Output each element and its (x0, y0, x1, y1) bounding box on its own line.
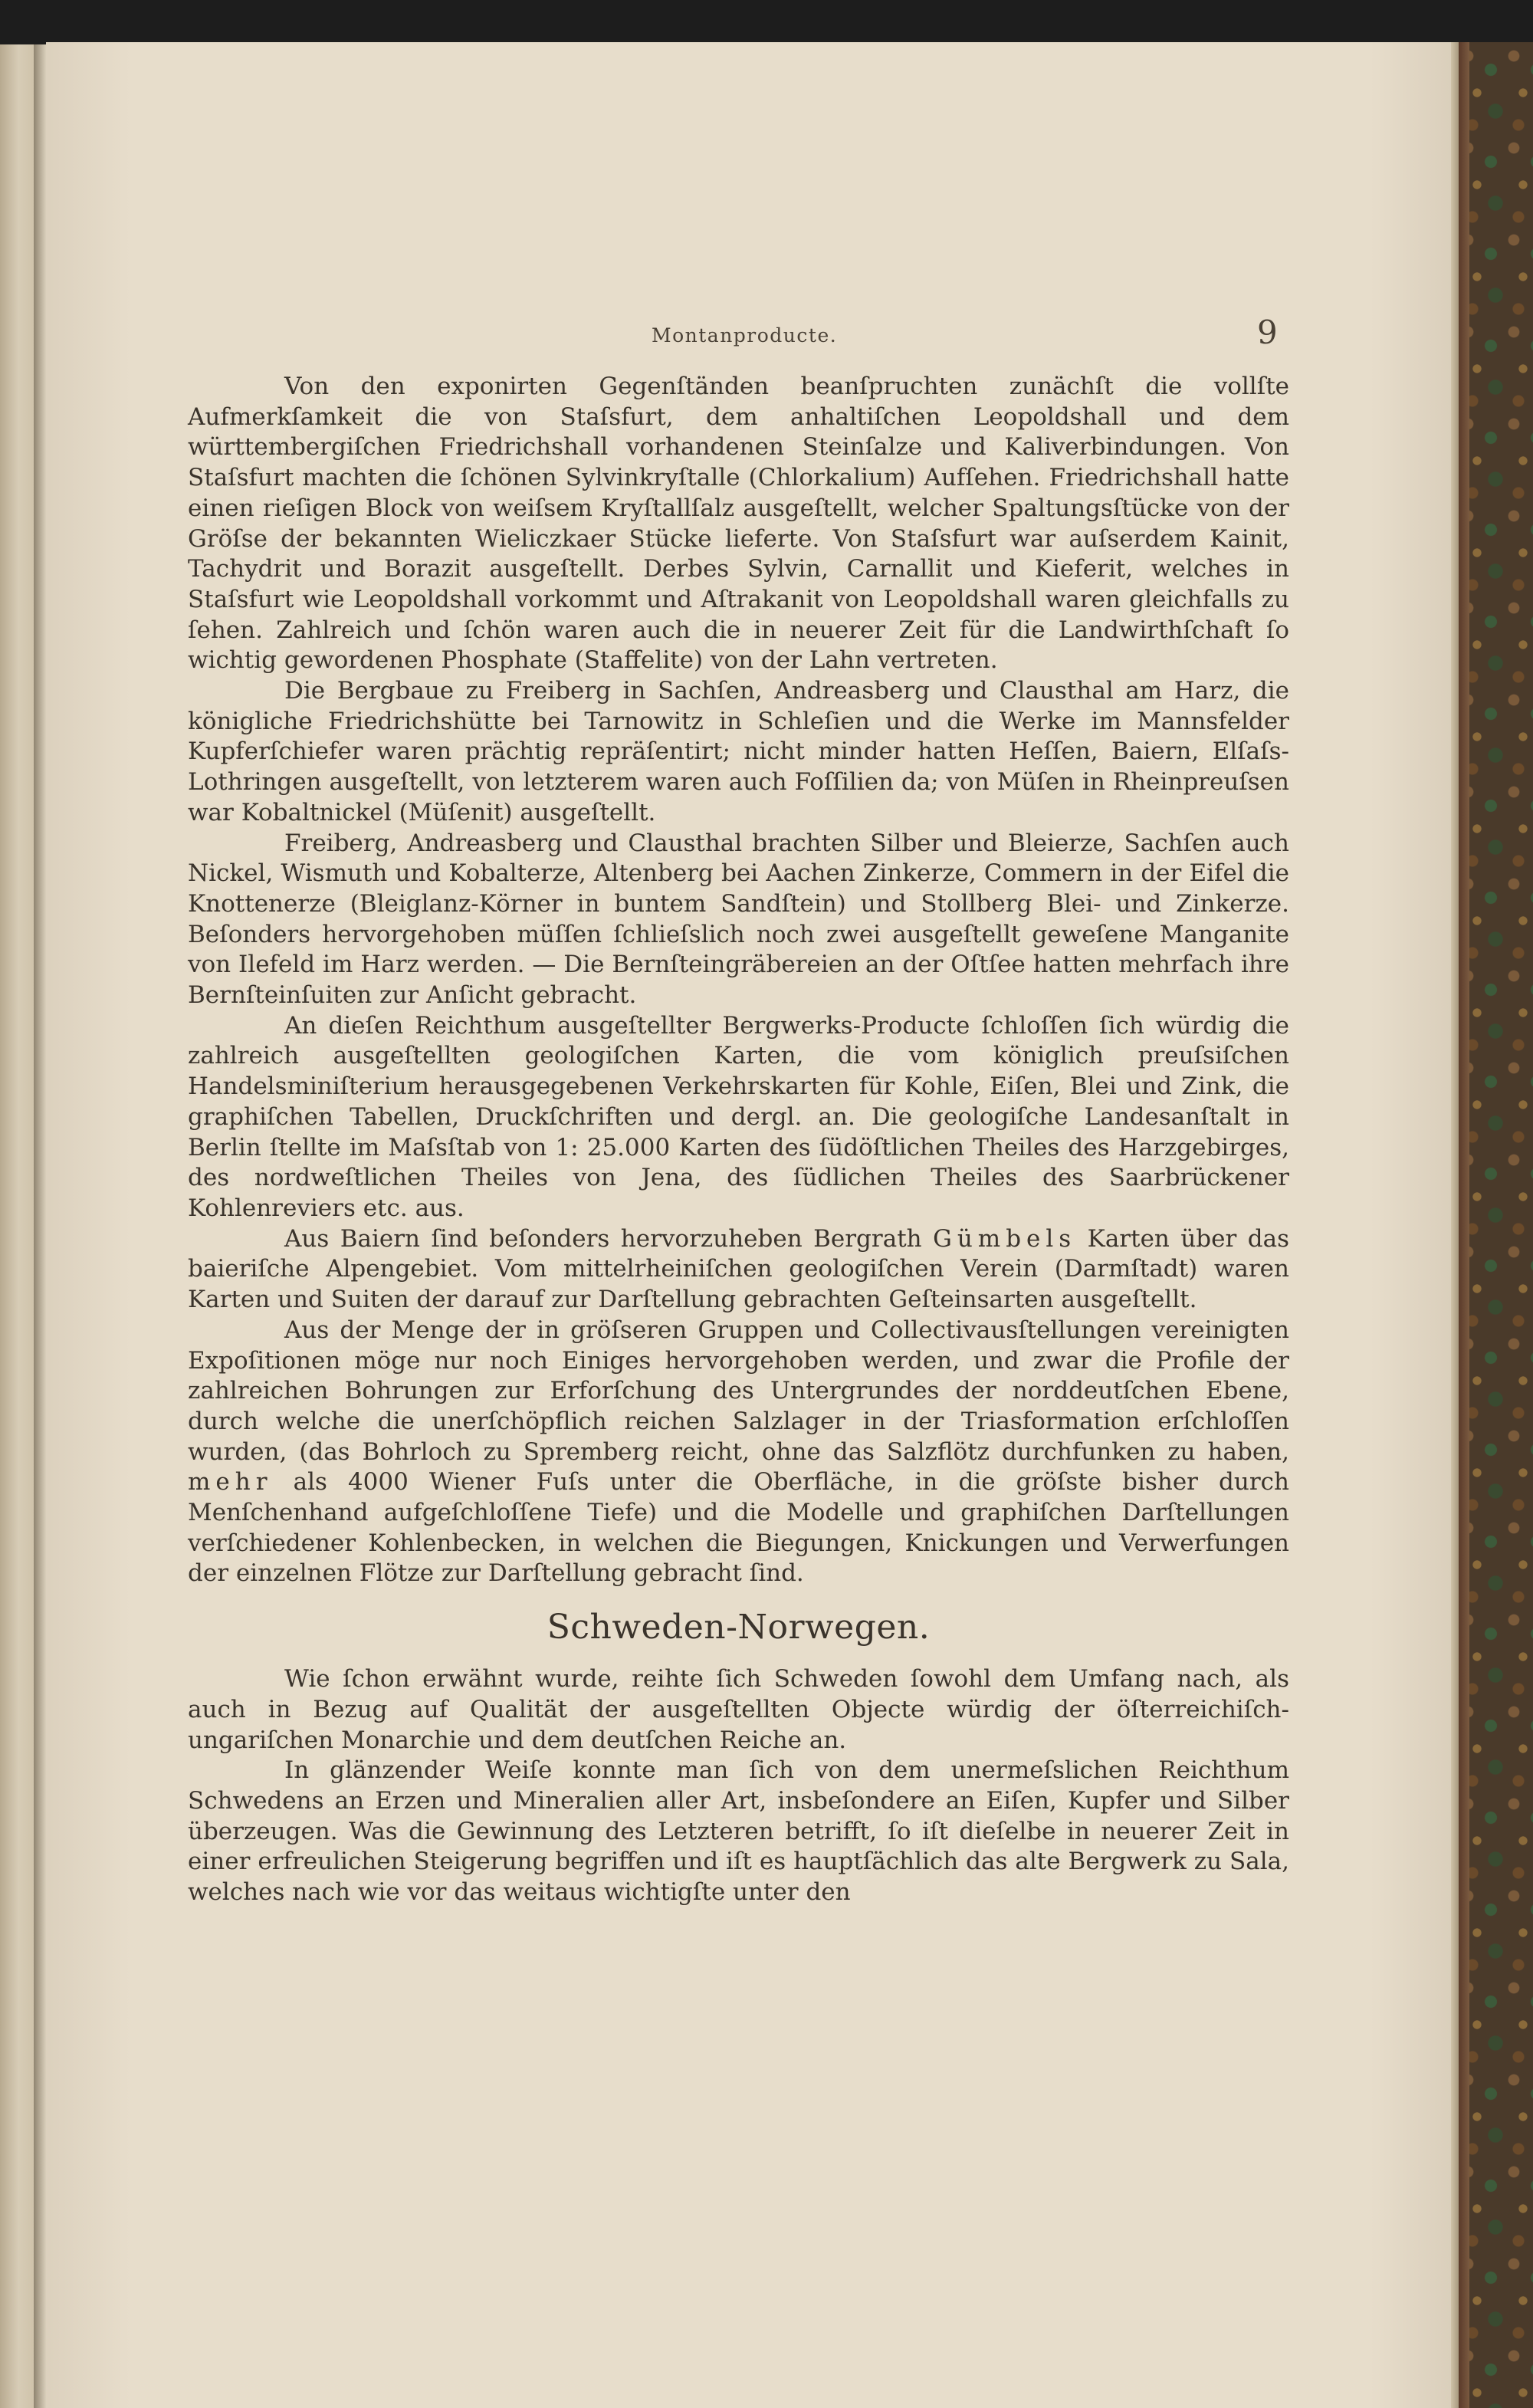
cover-leather-strip (1459, 42, 1469, 2408)
paragraph (188, 1316, 1289, 1589)
paragraph-text: Karten über das baieriſche Alpengebiet. Vom mittelrheiniſchen geologiſchen Verein (Darmſtadt) waren Karten und Suiten der darauf zur Darſtellung gebrachten Geſteinsarten ausgeſtellt. (188, 1224, 1289, 1314)
book-gutter (34, 44, 46, 2408)
paragraph: Freiberg, Andreasberg und Clausthal brachten Silber und Bleierze, Sachſen auch Nickel, Wismuth und Kobalterze, Altenberg bei Aachen Zinkerze, Commern in der Eifel die Knottenerze (Bleiglanz-Körner in buntem Sandſtein) und Stollberg Blei- und Zinkerze. Beſonders hervorgehoben müſſen ſchlieſslich noch zwei ausgeſtellt geweſene Manganite von Ilefeld im Harz werden. — Die Bernſteingräbereien an der Oſtſee hatten mehrfach ihre Bernſteinſuiten zur Anſicht gebracht. (188, 829, 1289, 1010)
paragraph-text: als 4000 Wiener Fuſs unter die Oberfläche, in die gröſste bisher durch Menſchenhand aufgeſchloſſene Tiefe) und die Modelle und graphiſchen Darſtellungen verſchiedener Kohlenbecken, in welchen die Biegungen, Knickungen und Verwerfungen der einzelnen Flötze zur Darſtellung gebracht ſind. (188, 1468, 1289, 1588)
paragraph (188, 1224, 1289, 1316)
marbled-cover (1459, 42, 1533, 2408)
facing-page-edge (0, 44, 34, 2408)
spaced-word: mehr (188, 1468, 273, 1496)
paragraph: Wie ſchon erwähnt wurde, reihte ſich Schweden ſowohl dem Umfang nach, als auch in Bezug auf Qualität der ausgeſtellten Objecte würdig der öſterreichiſch-ungariſchen Monarchie und dem deutſchen Reiche an. (188, 1665, 1289, 1754)
paragraph: Von den exponirten Gegenſtänden beanſpruchten zunächſt die vollſte Aufmerkſamkeit die von Staſsfurt, dem anhaltiſchen Leopoldshall und dem württembergiſchen Friedrichshall vorhandenen Steinſalze und Kaliverbindungen. Von Staſsfurt machten die ſchönen Sylvinkryſtalle (Chlorkalium) Aufſehen. Friedrichshall hatte einen rieſigen Block von weiſsem Kryſtallſalz ausgeſtellt, welcher Spaltungsſtücke von der Gröſse der bekannten Wieliczkaer Stücke lieferte. Von Staſsfurt war auſserdem Kainit, Tachydrit und Borazit ausgeſtellt. Derbes Sylvin, Carnallit und Kieferit, welches in Staſsfurt wie Leopoldshall vorkommt und Aſtrakanit von Leopoldshall waren gleichfalls zu ſehen. Zahlreich und ſchön waren auch die in neuerer Zeit für die Landwirthſchaft ſo wichtig gewordenen Phosphate (Staffelite) von der Lahn vertreten. (188, 373, 1289, 675)
page-fore-edge (1451, 42, 1459, 2408)
paragraph-text: Aus Baiern ſind beſonders hervorzuheben Bergrath (284, 1224, 934, 1253)
spaced-name: Gümbels (933, 1224, 1077, 1253)
paragraph: An dieſen Reichthum ausgeſtellter Bergwerks-Producte ſchloſſen ſich würdig die zahlreich ausgeſtellten geologiſchen Karten, die vom königlich preuſsiſchen Handelsminiſterium herausgegebenen Verkehrskarten für Kohle, Eiſen, Blei und Zink, die graphiſchen Tabellen, Druckſchriften und dergl. an. Die geologiſche Landesanſtalt in Berlin ſtellte im Maſsſtab von 1: 25.000 Karten des ſüdöſtlichen Theiles des Harzgebirges, des nordweſtlichen Theiles von Jena, des ſüdlichen Theiles des Saarbrückener Kohlenreviers etc. aus. (188, 1011, 1289, 1222)
paragraph: Die Bergbaue zu Freiberg in Sachſen, Andreasberg und Clausthal am Harz, die königliche Friedrichshütte bei Tarnowitz in Schleſien und die Werke im Mannsfelder Kupferſchiefer waren prächtig repräſentirt; nicht minder hatten Heſſen, Baiern, Elſaſs-Lothringen ausgeſtellt, von letzterem waren auch Foſſilien da; von Müſen in Rheinpreuſsen war Kobaltnickel (Müſenit) ausgeſtellt. (188, 677, 1289, 826)
paragraph-text: Aus der Menge der in gröſseren Gruppen und Collectivausſtellungen vereinigten Expoſitionen möge nur noch Einiges hervorgehoben werden, und zwar die Profile der zahlreichen Bohrungen zur Erforſchung des Untergrundes der norddeutſchen Ebene, durch welche die unerſchöpflich reichen Salzlager in der Triasformation erſchloſſen wurden, (das Bohrloch zu Spremberg reicht, ohne das Salzflötz durchfunken zu haben, (188, 1316, 1289, 1466)
running-head: Montanproducte. (652, 324, 838, 347)
page-header (46, 310, 1455, 356)
page-number: 9 (1257, 314, 1278, 351)
paragraph: In glänzender Weiſe konnte man ſich von dem unermeſslichen Reichthum Schwedens an Erzen und Mineralien aller Art, insbeſondere an Eiſen, Kupfer und Silber überzeugen. Was die Gewinnung des Letzteren betrifft, ſo iſt dieſelbe in neuerer Zeit in einer erfreulichen Steigerung begriffen und iſt es hauptſächlich das alte Bergwerk zu Sala, welches nach wie vor das weitaus wichtigſte unter den (188, 1756, 1289, 1907)
book-page (46, 42, 1455, 2408)
section-title: Schweden-Norwegen. (547, 1608, 931, 1647)
body-text (188, 372, 1289, 1908)
